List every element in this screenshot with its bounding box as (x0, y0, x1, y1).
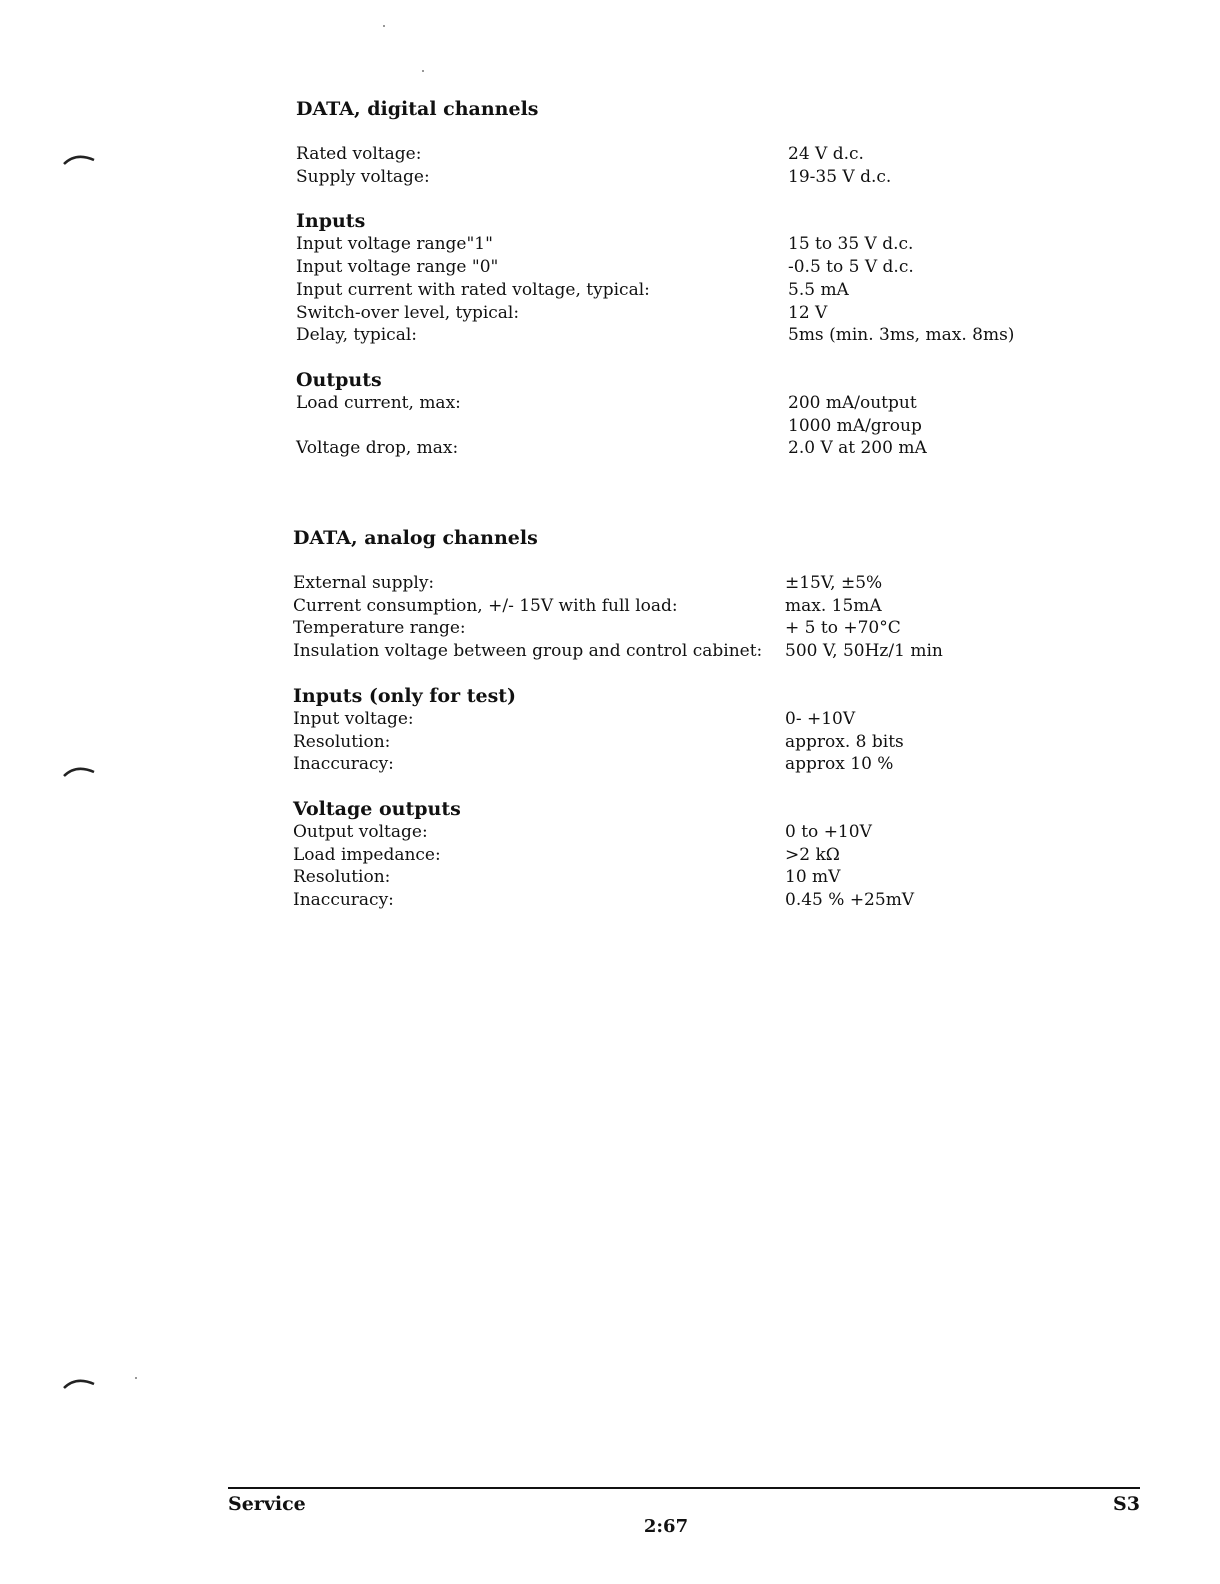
analog-inputs-list (293, 708, 1053, 776)
analog-section (293, 526, 1053, 912)
spec-label: Voltage drop, max: (296, 438, 459, 459)
spec-value: 5.5 mA (788, 279, 849, 300)
binder-mark-icon (62, 150, 96, 166)
spec-row (293, 595, 1053, 618)
spec-value: 2.0 V at 200 mA (788, 438, 927, 459)
spec-value: 19-35 V d.c. (788, 166, 892, 187)
spec-label: Resolution: (293, 867, 391, 888)
analog-general-list (293, 572, 1053, 663)
group-title: Outputs (296, 368, 382, 391)
spec-value: -0.5 to 5 V d.c. (788, 257, 914, 278)
footer-chapter-label: S3 (1113, 1493, 1140, 1515)
spec-label: Load current, max: (296, 392, 461, 413)
spec-value: approx. 8 bits (785, 731, 904, 752)
analog-outputs-list (293, 821, 1053, 912)
spec-row (296, 166, 1056, 189)
spec-value: 5ms (min. 3ms, max. 8ms) (788, 325, 1015, 346)
spec-value: 0- +10V (785, 708, 856, 729)
scan-speck (422, 70, 424, 72)
spec-label: Current consumption, +/- 15V with full load: (293, 595, 678, 616)
spec-row (296, 392, 1056, 415)
section-title: DATA, analog channels (293, 527, 538, 549)
spec-value: >2 kΩ (785, 844, 840, 865)
spec-row (293, 731, 1053, 754)
spec-row (296, 233, 1056, 256)
spec-label: Output voltage: (293, 821, 428, 842)
scan-speck (383, 25, 385, 27)
spec-label (296, 415, 788, 438)
spec-row (293, 844, 1053, 867)
spec-label: Switch-over level, typical: (296, 302, 520, 323)
spec-value: 0.45 % +25mV (785, 890, 915, 911)
spec-row (293, 572, 1053, 595)
binder-mark-icon (62, 762, 96, 778)
spec-label: Inaccuracy: (293, 890, 394, 911)
spec-value: max. 15mA (785, 595, 882, 616)
footer-divider (228, 1487, 1140, 1489)
group-title: Voltage outputs (293, 797, 461, 820)
spec-row (293, 866, 1053, 889)
spec-label: Rated voltage: (296, 144, 422, 164)
spec-value: 12 V (788, 302, 828, 323)
binder-mark-icon (62, 1374, 96, 1390)
spec-row (293, 821, 1053, 844)
spec-value: 15 to 35 V d.c. (788, 234, 914, 255)
page-number: 2:67 (643, 1516, 689, 1537)
spec-label: External supply: (293, 573, 435, 593)
digital-section (296, 97, 1056, 460)
spec-value: 10 mV (785, 867, 841, 888)
spec-label: Load impedance: (293, 844, 441, 865)
spec-value: 0 to +10V (785, 821, 872, 842)
spec-value: approx 10 % (785, 754, 894, 775)
spec-label: Input voltage range "0" (296, 257, 499, 278)
spec-value: 500 V, 50Hz/1 min (785, 641, 943, 662)
spec-label: Temperature range: (293, 618, 466, 639)
spec-row (293, 708, 1053, 731)
spec-row (296, 415, 1056, 438)
scan-speck (135, 1377, 137, 1379)
spec-row (296, 279, 1056, 302)
spec-label: Insulation voltage between group and control cabinet: (293, 641, 763, 662)
spec-label: Input current with rated voltage, typical: (296, 279, 650, 300)
spec-value: 1000 mA/group (788, 415, 922, 436)
section-title: DATA, digital channels (296, 98, 539, 120)
spec-row (296, 324, 1056, 347)
spec-label: Input voltage: (293, 708, 414, 729)
digital-general-list (296, 143, 1056, 188)
spec-row (296, 302, 1056, 325)
footer-section-label: Service (228, 1493, 306, 1515)
spec-row (296, 256, 1056, 279)
spec-label: Inaccuracy: (293, 754, 394, 775)
spec-value: + 5 to +70°C (785, 618, 901, 639)
spec-label: Resolution: (293, 731, 391, 752)
spec-label: Supply voltage: (296, 166, 430, 187)
spec-value: ±15V, ±5% (785, 573, 883, 593)
spec-label: Delay, typical: (296, 325, 417, 346)
spec-label: Input voltage range"1" (296, 234, 493, 255)
spec-value: 200 mA/output (788, 392, 917, 413)
group-title: Inputs (only for test) (293, 684, 517, 707)
digital-inputs-list (296, 233, 1056, 347)
digital-outputs-list (296, 392, 1056, 460)
spec-row (296, 437, 1056, 460)
spec-row (293, 753, 1053, 776)
spec-row (293, 889, 1053, 912)
spec-row (293, 640, 1053, 663)
spec-row (293, 617, 1053, 640)
spec-row (296, 143, 1056, 166)
spec-value: 24 V d.c. (788, 144, 864, 164)
group-title: Inputs (296, 210, 366, 233)
